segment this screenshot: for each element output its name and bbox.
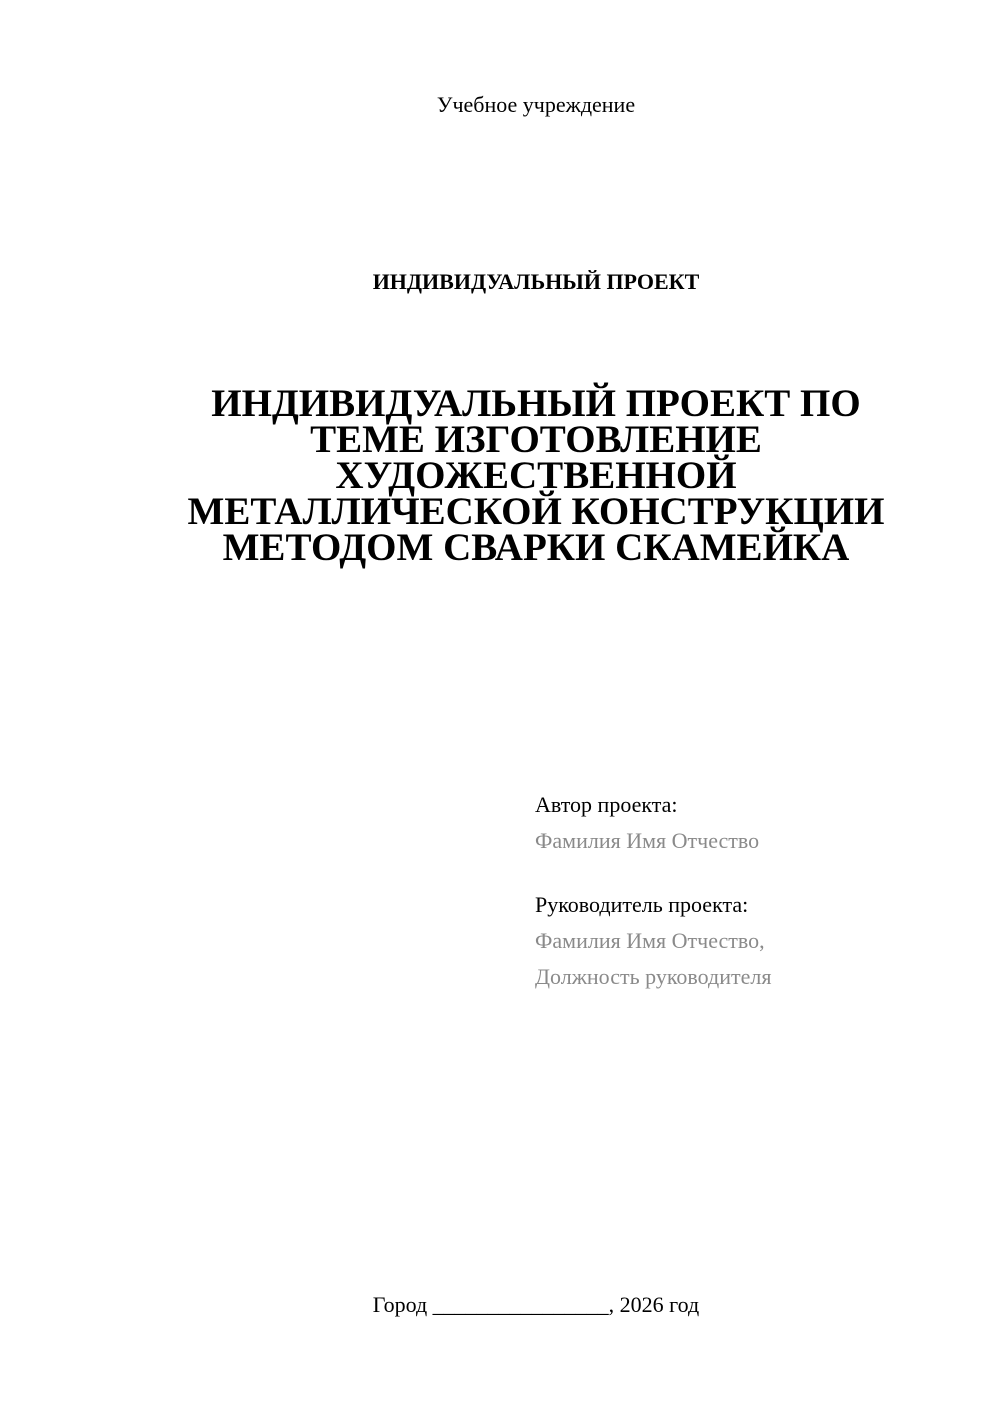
credits-block	[535, 787, 975, 995]
author-label: Автор проекта:	[535, 792, 678, 817]
author-name-placeholder: Фамилия Имя Отчество	[535, 828, 760, 853]
project-title-line: МЕТОДОМ СВАРКИ СКАМЕЙКА	[222, 526, 850, 569]
supervisor-position-placeholder: Должность руководителя	[535, 964, 772, 989]
supervisor-label: Руководитель проекта:	[535, 892, 749, 917]
project-title-line: ИНДИВИДУАЛЬНЫЙ ПРОЕКТ ПО	[211, 382, 861, 425]
supervisor-name-placeholder: Фамилия Имя Отчество,	[535, 928, 765, 953]
project-title-line: МЕТАЛЛИЧЕСКОЙ КОНСТРУКЦИИ	[187, 490, 885, 533]
credits-spacer	[535, 859, 975, 887]
institution-name: Учебное учреждение	[436, 92, 636, 117]
document-type-heading: ИНДИВИДУАЛЬНЫЙ ПРОЕКТ	[372, 269, 700, 294]
city-year-line: Город ________________, 2026 год	[372, 1292, 700, 1317]
project-title-line: ТЕМЕ ИЗГОТОВЛЕНИЕ	[310, 418, 762, 461]
project-title	[150, 382, 922, 569]
project-title-line: ХУДОЖЕСТВЕННОЙ	[335, 454, 737, 497]
